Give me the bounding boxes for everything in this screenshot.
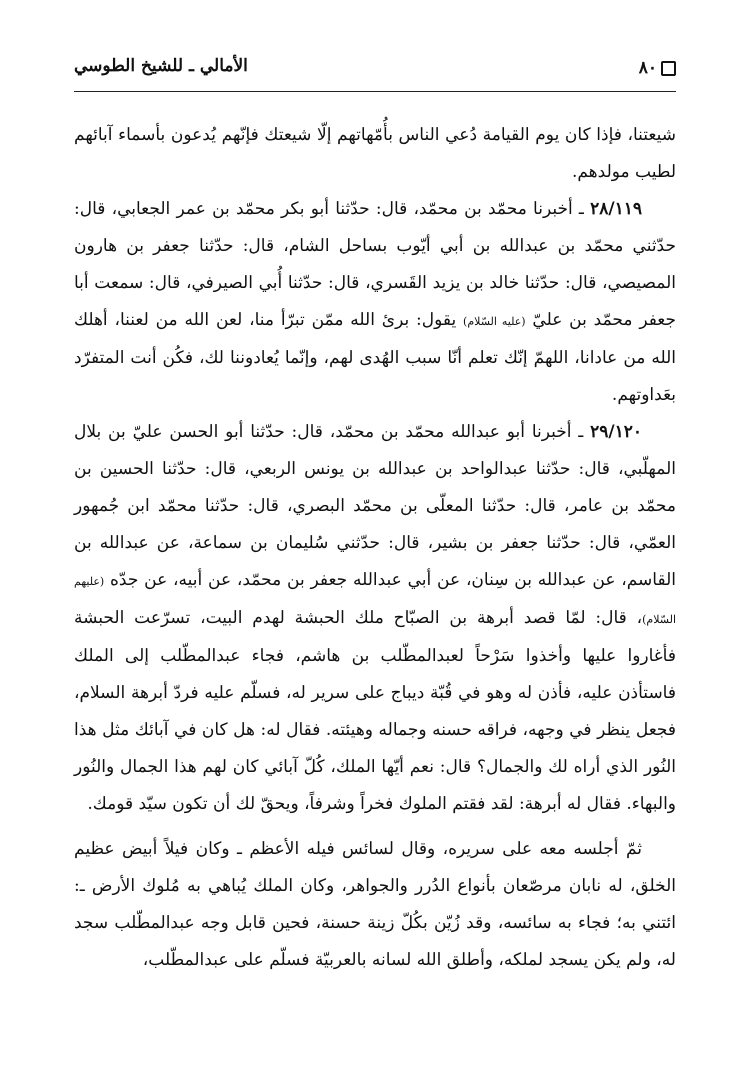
hadith-text: ـ أخبرنا أبو عبدالله محمّد بن محمّد، قال: حدّثنا أبو الحسن عليّ بن بلال المهلّبي، قال: حدّثنا عبدالواحد بن عبدالله بن يونس الربعي، قال: حدّثنا الحسين بن محمّد بن عامر، قال: حدّثنا المعلّى بن محمّد البصري، قال: حدّثنا محمّد ابن جُمهور العمّي، قال: حدّثنا جعفر بن بشير، قال: حدّثني سُليمان بن سماعة، عن عبدالله بن القاسم، عن عبدالله بن سِنان، عن أبي عبدالله جعفر بن محمّد، عن أبيه، عن جدّه bbox=[74, 422, 676, 590]
hadith-number: ٢٨/١١٩ bbox=[590, 199, 642, 219]
hadith-text: يقول: برئ الله ممّن تبرّأ منا، لعن الله من لعننا، أهلك الله من عادانا، اللهمّ إنّك تعلم أنّا سبب الهُدى لهم، وإنّما يُعادوننا لك، فكُن أنت المتفرّد بعَداوتهم. bbox=[74, 310, 676, 405]
hadith-text: ، قال: لمّا قصد أبرهة بن الصبّاح ملك الحبشة لهدم البيت، تسرّعت الحبشة فأغاروا عليها وأخذوا سَرْحاً لعبدالمطّلب بن هاشم، فجاء عبدالمطّلب إلى الملك فاستأذن عليه، فأذن له وهو في قُبّة ديباج على سرير له، فسلّم عليه فردّ أبرهة السلام، فجعل ينظر في وجهه، فراقه حسنه وجماله وهيئته. فقال له: هل كان في آبائك مثل هذا النُور الذي أراه لك والجمال؟ قال: نعم أيّها الملك، كُلّ آبائي كان لهم هذا الجمال والنُور والبهاء. فقال له أبرهة: لقد فقتم الملوك فخراً وشرفاً، ويحقّ لك أن تكون سيّد قومك. bbox=[74, 608, 676, 814]
page-number bbox=[639, 58, 676, 78]
page-header bbox=[74, 56, 676, 86]
paragraph-continuation: شيعتنا، فإذا كان يوم القيامة دُعي الناس بأُمّهاتهم إلّا شيعتك فإنّهم يُدعون بأسماء آبائهم لطيب مولدهم. bbox=[74, 125, 676, 182]
salutation: (عليه السّلام) bbox=[463, 315, 526, 328]
hadith-120 bbox=[74, 414, 676, 823]
paragraph-narrative: ثمّ أجلسه معه على سريره، وقال لسائس فيله الأعظم ـ وكان فيلاً أبيض عظيم الخلق، له نابان مرصّعان بأنواع الدُرر والجواهر، وكان الملك يُباهي به مُلوك الأرض ـ: ائتني به؛ فجاء به سائسه، وقد زُيّن بكُلّ زينة حسنة، فحين قابل وجه عبدالمطّلب سجد له، ولم يكن يسجد لملكه، وأطلق الله لسانه بالعربيّة فسلّم على عبدالمطّلب، bbox=[74, 839, 676, 970]
page-marker-icon bbox=[661, 61, 676, 76]
running-title: الأمالي ـ للشيخ الطوسي bbox=[74, 56, 248, 76]
page-number-text: ٨٠ bbox=[638, 58, 657, 78]
page-body bbox=[74, 117, 676, 979]
hadith-text: ـ أخبرنا محمّد بن محمّد، قال: حدّثنا أبو بكر محمّد بن عمر الجعابي، قال: حدّثني محمّد بن عبدالله بن أبي أيّوب بساحل الشام، قال: حدّثنا جعفر بن هارون المصيصي، قال: حدّثنا خالد بن يزيد القَسري، قال: حدّثنا أُبي الصيرفي، قال: سمعت أبا جعفر محمّد بن عليّ bbox=[74, 199, 677, 330]
salutation: (عليهم السّلام) bbox=[74, 575, 676, 626]
hadith-number: ٢٩/١٢٠ bbox=[590, 422, 642, 442]
paragraph-gap bbox=[74, 823, 676, 831]
header-divider bbox=[74, 91, 676, 92]
hadith-119 bbox=[74, 191, 676, 414]
